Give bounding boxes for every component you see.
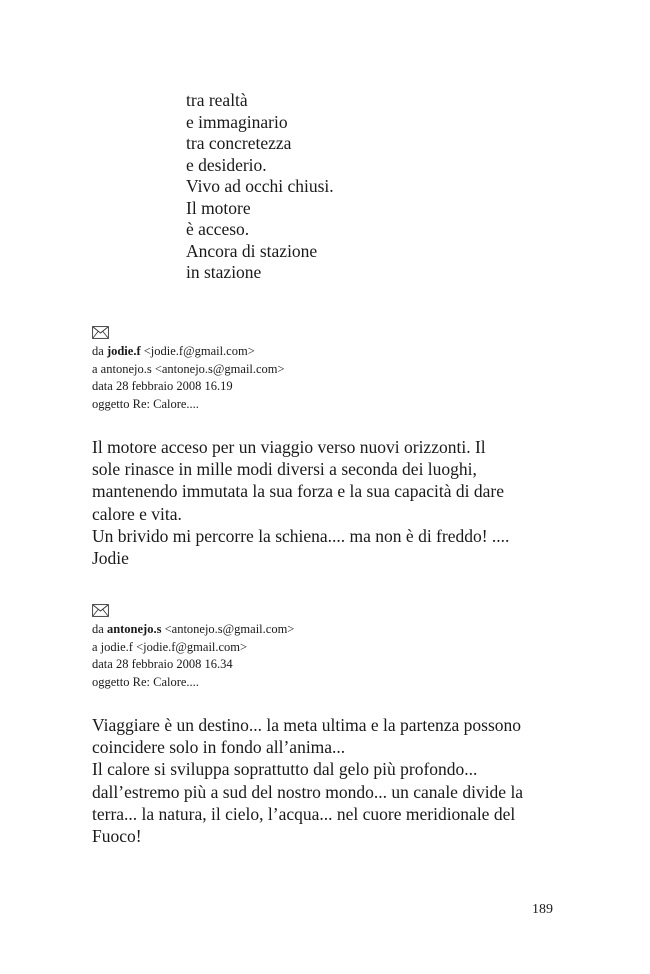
from-prefix: da	[92, 344, 107, 358]
email-body-line: mantenendo immutata la sua forza e la sua capacità di dare	[92, 481, 505, 502]
email-to: a jodie.f <jodie.f@gmail.com>	[92, 639, 248, 654]
email-body-line: Fuoco!	[92, 826, 142, 847]
email-body-line: coincidere solo in fondo all’anima...	[92, 737, 346, 758]
email-subject: oggetto Re: Calore....	[92, 396, 199, 411]
poem-line: Ancora di stazione	[186, 240, 318, 261]
email-body-line: terra... la natura, il cielo, l’acqua... nel cuore meridionale del	[92, 803, 516, 824]
email-body-line: Il motore acceso per un viaggio verso nuovi orizzonti. Il	[92, 437, 486, 457]
email-message	[92, 604, 572, 847]
poem-stanza	[186, 90, 334, 284]
email-body	[92, 714, 572, 847]
poem-line: Il motore	[186, 197, 251, 218]
poem-line: Vivo ad occhi chiusi.	[186, 176, 334, 196]
sender-address: <jodie.f@gmail.com>	[140, 344, 255, 358]
email-to: a antonejo.s <antonejo.s@gmail.com>	[92, 361, 285, 376]
email-date: data 28 febbraio 2008 16.19	[92, 379, 233, 393]
email-body-line: Un brivido mi percorre la schiena.... ma non è di freddo! ....	[92, 525, 510, 546]
sender-address: <antonejo.s@gmail.com>	[161, 622, 295, 636]
email-from	[92, 621, 572, 639]
email-body-line: Viaggiare è un destino... la meta ultima e la partenza possono	[92, 715, 522, 735]
email-signature: Jodie	[92, 548, 129, 569]
sender-name: jodie.f	[106, 344, 141, 358]
email-body-line: sole rinasce in mille modi diversi a seconda dei luoghi,	[92, 459, 477, 480]
poem-line: e desiderio.	[186, 154, 267, 175]
envelope-icon	[92, 604, 109, 617]
email-body-line: dall’estremo più a sud del nostro mondo... un canale divide la	[92, 781, 524, 802]
email-header	[92, 621, 572, 691]
email-body-line: calore e vita.	[92, 503, 182, 524]
poem-line: tra realtà	[186, 90, 248, 110]
email-message	[92, 326, 572, 569]
email-date: data 28 febbraio 2008 16.34	[92, 657, 233, 671]
poem-line: e immaginario	[186, 111, 288, 132]
email-from	[92, 343, 572, 361]
envelope-icon	[92, 326, 109, 339]
poem-line: è acceso.	[186, 219, 250, 239]
poem-line: in stazione	[186, 262, 262, 282]
from-prefix: da	[92, 622, 107, 636]
email-header	[92, 343, 572, 413]
email-body	[92, 436, 572, 569]
page-number: 189	[532, 902, 553, 917]
email-subject: oggetto Re: Calore....	[92, 674, 199, 689]
poem-line: tra concretezza	[186, 133, 292, 153]
email-body-line: Il calore si sviluppa soprattutto dal gelo più profondo...	[92, 759, 478, 780]
sender-name: antonejo.s	[106, 622, 162, 636]
